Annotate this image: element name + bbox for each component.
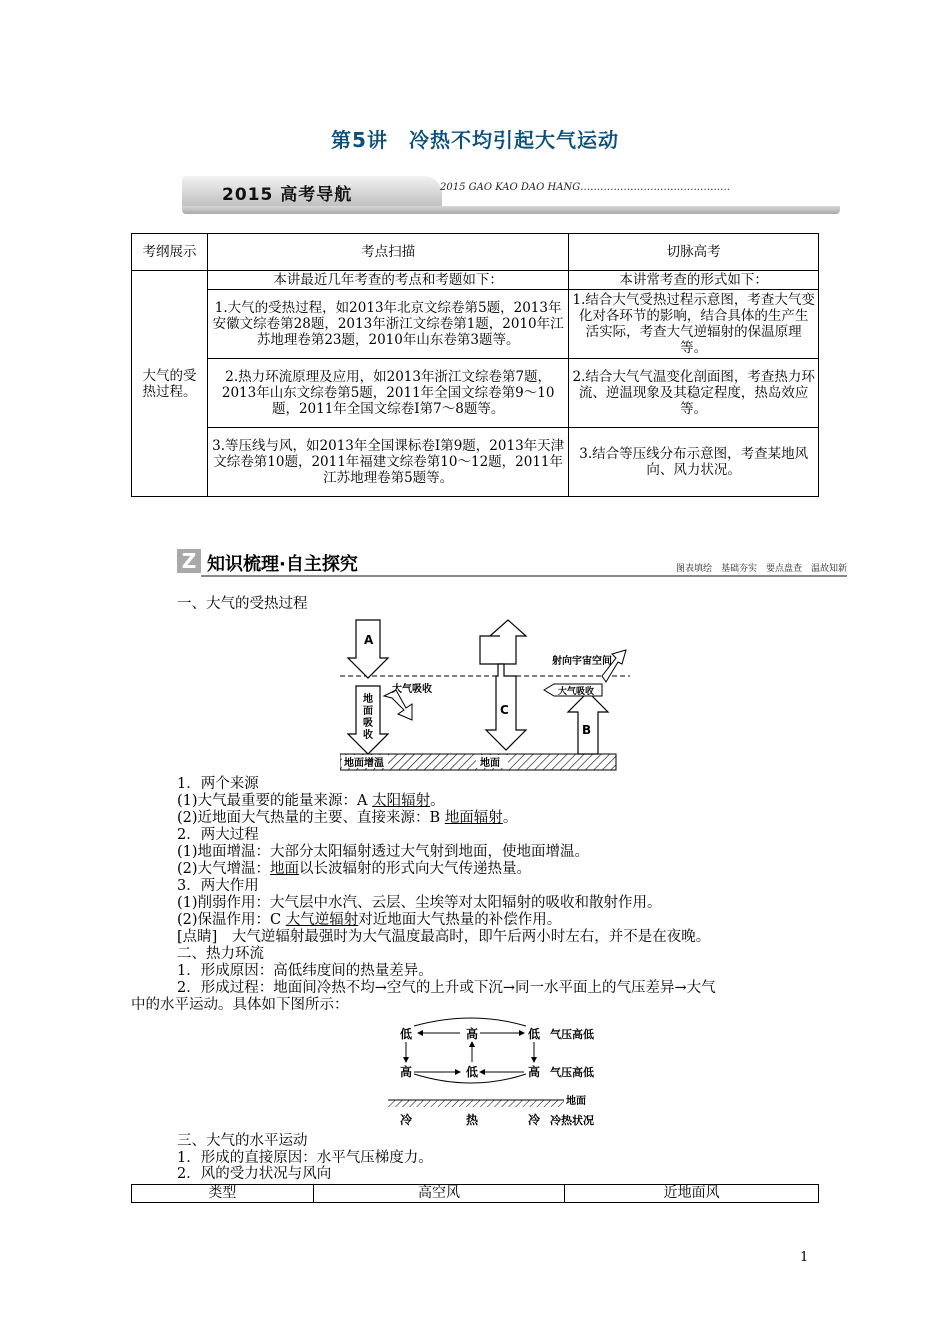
intro-cell: 本讲常考查的形式如下： xyxy=(569,271,819,290)
section-title: 知识梳理·自主探究 xyxy=(207,554,358,575)
bottom-pressure-label: 气压高低 xyxy=(550,1066,594,1079)
label-a: A xyxy=(364,633,374,647)
header-cell: 考点扫描 xyxy=(207,234,568,271)
cold-left: 冷 xyxy=(400,1113,413,1127)
table-row xyxy=(132,428,819,497)
section-tags: 图表填绘 基础夯实 要点盘查 温故知新 xyxy=(675,564,847,574)
text-line: 1．形成的直接原因：水平气压梯度力。 xyxy=(177,1150,433,1166)
table-cell: 2.热力环流原理及应用，如2013年浙江文综卷第7题，2013年山东文综卷第5题，2011年全国文综卷第9～10题，2011年全国文综卷Ⅰ第7～8题等。 xyxy=(207,359,568,428)
subheading: 2．两大过程 xyxy=(177,827,259,843)
top-mid-pressure: 高 xyxy=(466,1027,479,1041)
text-line: 中的水平运动。具体如下图所示： xyxy=(131,997,349,1013)
text-line: (1)削弱作用：大气层中水汽、云层、尘埃等对太阳辐射的吸收和散射作用。 xyxy=(177,895,662,911)
heading-heating-process: 一、大气的受热过程 xyxy=(177,596,308,612)
table-cell: 3.等压线与风，如2013年全国课标卷Ⅰ第9题，2013年天津文综卷第10题，2011年福建文综卷第10～12题，2011年江苏地理卷第5题等。 xyxy=(207,428,568,497)
page-number: 1 xyxy=(800,1250,809,1265)
exam-nav-banner xyxy=(182,176,840,216)
text-line xyxy=(177,793,445,810)
table-row xyxy=(132,359,819,428)
atm-absorb-label: 大气吸收 xyxy=(392,684,432,695)
arrow-a-solar xyxy=(348,620,388,678)
answer-blank: 地面 xyxy=(270,861,300,877)
table-header-row xyxy=(132,1185,819,1203)
atm-absorb-label-2: 大气吸收 xyxy=(558,687,595,697)
label-b: B xyxy=(582,723,592,737)
answer-blank: 地面辐射 xyxy=(444,810,503,826)
header-cell: 考纲展示 xyxy=(132,234,208,271)
text-line: 2．形成过程：地面间冷热不均→空气的上升或下沉→同一水平面上的气压差异→大气 xyxy=(177,980,716,996)
hot-mid: 热 xyxy=(466,1113,479,1127)
top-right-pressure: 低 xyxy=(528,1027,541,1041)
subheading: 1．两个来源 xyxy=(177,776,259,792)
heating-diagram xyxy=(340,616,630,776)
text-line: 2．风的受力状况与风向 xyxy=(177,1166,332,1182)
heading-thermal-circulation: 二、热力环流 xyxy=(177,946,264,962)
section-divider xyxy=(201,575,847,577)
ground-absorb-char: 吸 xyxy=(363,718,373,729)
section-badge: Z xyxy=(177,549,201,573)
ground-hatch xyxy=(388,1100,564,1107)
text-span: (2)近地面大气热量的主要、直接来源：B xyxy=(177,810,445,826)
arrow-c-up xyxy=(480,620,526,664)
answer-blank: 大气逆辐射 xyxy=(285,912,359,928)
text-line: 1．形成原因：高低纬度间的热量差异。 xyxy=(177,963,433,979)
table-cell: 1.大气的受热过程，如2013年北京文综卷第5题，2013年安徽文综卷第28题，2013年浙江文综卷第1题，2010年江苏地理卷第23题，2010年山东卷第3题等。 xyxy=(207,290,568,359)
table-cell: 1.结合大气受热过程示意图，考查大气变化对各环节的影响，结合具体的生产生活实际，考查大气逆辐射的保温原理等。 xyxy=(569,290,819,359)
text-span: 。 xyxy=(502,810,518,826)
to-space-label: 射向宇宙空间 xyxy=(552,656,612,667)
top-pressure-label: 气压高低 xyxy=(550,1028,594,1041)
text-line xyxy=(177,861,531,878)
table-cell: 3.结合等压线分布示意图，考查某地风向、风力状况。 xyxy=(569,428,819,497)
exam-nav-table xyxy=(131,233,819,497)
answer-blank: 太阳辐射 xyxy=(372,793,431,809)
tip-line: [点睛] 大气逆辐射最强时为大气温度最高时，即午后两小时左右，并不是在夜晚。 xyxy=(177,929,711,945)
text-span: 以长波辐射的形式向大气传递热量。 xyxy=(299,861,532,877)
header-cell: 类型 xyxy=(132,1185,314,1203)
header-cell: 近地面风 xyxy=(565,1185,819,1203)
text-line xyxy=(177,912,561,929)
ground-absorb-char: 地 xyxy=(363,694,373,705)
wind-table xyxy=(131,1184,819,1203)
text-span: (2)保温作用：C xyxy=(177,912,286,928)
top-left-pressure: 低 xyxy=(400,1027,413,1041)
banner-subtitle: 2015 GAO KAO DAO HANG……………………………………… xyxy=(440,182,731,193)
page-title: 第5讲 冷热不均引起大气运动 xyxy=(331,128,619,152)
bottom-right-pressure: 高 xyxy=(528,1065,541,1079)
ground-label: 地面 xyxy=(566,1096,586,1107)
text-line: (1)地面增温：大部分太阳辐射透过大气射到地面，使地面增温。 xyxy=(177,844,590,860)
text-span: 对近地面大气热量的补偿作用。 xyxy=(358,912,562,928)
ground-label: 地面 xyxy=(480,758,500,769)
subheading: 3．两大作用 xyxy=(177,878,259,894)
table-cell: 2.结合大气气温变化剖面图，考查热力环流、逆温现象及其稳定程度，热岛效应等。 xyxy=(569,359,819,428)
text-line xyxy=(177,810,517,827)
intro-cell: 本讲最近几年考查的考点和考题如下： xyxy=(207,271,568,290)
header-cell: 高空风 xyxy=(313,1185,565,1203)
table-row xyxy=(132,290,819,359)
row-label-cell: 大气的受热过程。 xyxy=(132,271,208,497)
bottom-mid-pressure: 低 xyxy=(466,1065,479,1079)
banner-base xyxy=(182,206,840,214)
heading-horizontal-motion: 三、大气的水平运动 xyxy=(177,1133,308,1149)
label-c: C xyxy=(500,703,509,717)
ground-absorb-char: 面 xyxy=(363,706,373,717)
text-span: 。 xyxy=(430,793,445,809)
temperature-state-label: 冷热状况 xyxy=(550,1114,594,1127)
knowledge-section-header xyxy=(177,547,847,579)
circulation-diagram xyxy=(380,1016,620,1132)
text-span: (1)大气最重要的能量来源：A xyxy=(177,793,373,809)
header-cell: 切脉高考 xyxy=(569,234,819,271)
table-row xyxy=(132,271,819,290)
upper-arc xyxy=(414,1018,526,1026)
bottom-left-pressure: 高 xyxy=(400,1065,413,1079)
cold-right: 冷 xyxy=(528,1113,541,1127)
table-header-row xyxy=(132,234,819,271)
ground-warm-label: 地面增温 xyxy=(344,758,384,769)
text-span: (2)大气增温： xyxy=(177,861,271,877)
banner-label: 2015 高考导航 xyxy=(222,185,353,205)
ground-absorb-char: 收 xyxy=(363,730,373,741)
